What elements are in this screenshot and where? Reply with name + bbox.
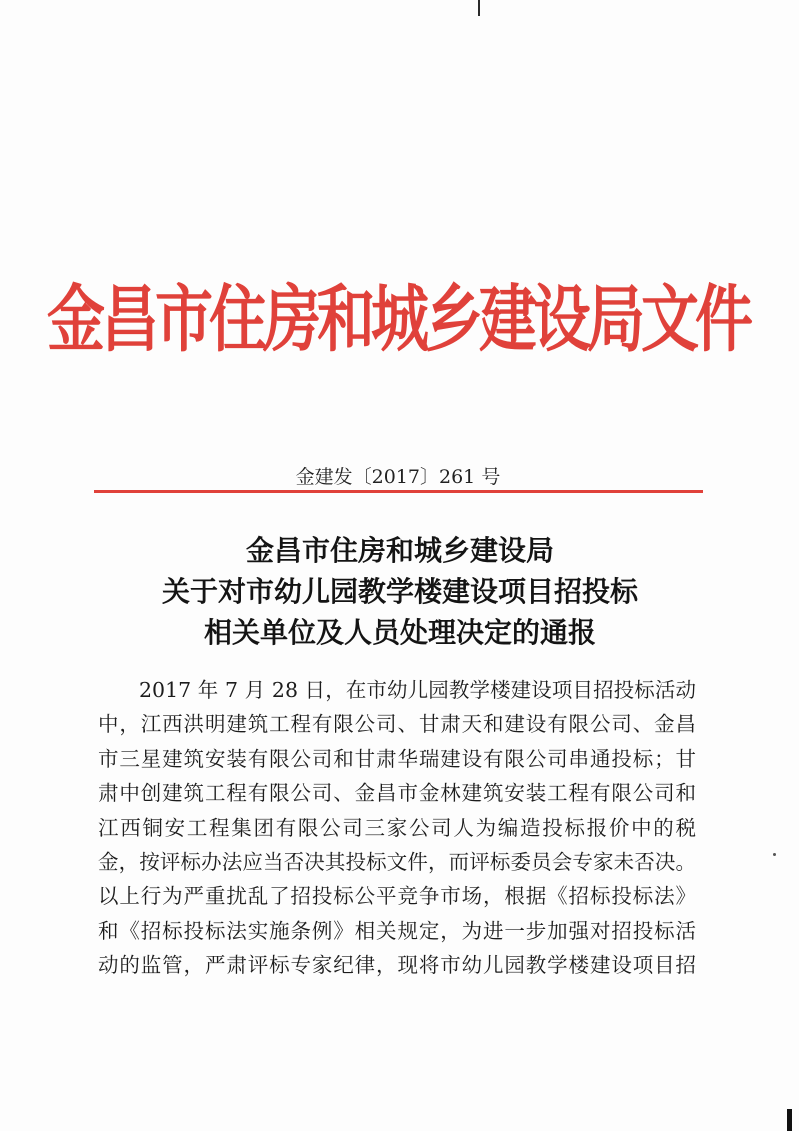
body-line: 动的监管，严肃评标专家纪律，现将市幼儿园教学楼建设项目招 <box>98 953 696 978</box>
body-line: 2017 年 7 月 28 日，在市幼儿园教学楼建设项目招投标活动 <box>139 678 696 702</box>
scan-mark-bottom <box>787 1109 792 1131</box>
title-line: 关于对市幼儿园教学楼建设项目招投标 <box>161 575 638 608</box>
red-divider-line <box>94 490 703 493</box>
body-line: 中，江西洪明建筑工程有限公司、甘肃天和建设有限公司、金昌 <box>98 712 696 737</box>
title-line: 相关单位及人员处理决定的通报 <box>203 616 596 649</box>
body-line: 肃中创建筑工程有限公司、金昌市金林建筑安装工程有限公司和 <box>98 781 696 806</box>
title-line: 金昌市住房和城乡建设局 <box>245 534 554 567</box>
body-line: 和《招标投标法实施条例》相关规定，为进一步加强对招投标活 <box>98 918 696 943</box>
body-line: 以上行为严重扰乱了招投标公平竞争市场，根据《招标投标法》 <box>98 884 696 909</box>
scan-speck <box>773 853 776 856</box>
document-masthead: 金昌市住房和城乡建设局文件 <box>47 276 750 362</box>
document-body <box>98 673 696 983</box>
scan-mark-top <box>478 0 480 16</box>
body-line: 江西铜安工程集团有限公司三家公司人为编造投标报价中的税 <box>98 815 696 840</box>
body-line: 金，按评标办法应当否决其投标文件，而评标委员会专家未否决。 <box>98 849 696 874</box>
document-title <box>80 530 720 653</box>
body-line: 市三星建筑安装有限公司和甘肃华瑞建设有限公司串通投标；甘 <box>98 746 696 771</box>
document-number: 金建发〔2017〕261 号 <box>295 466 501 488</box>
